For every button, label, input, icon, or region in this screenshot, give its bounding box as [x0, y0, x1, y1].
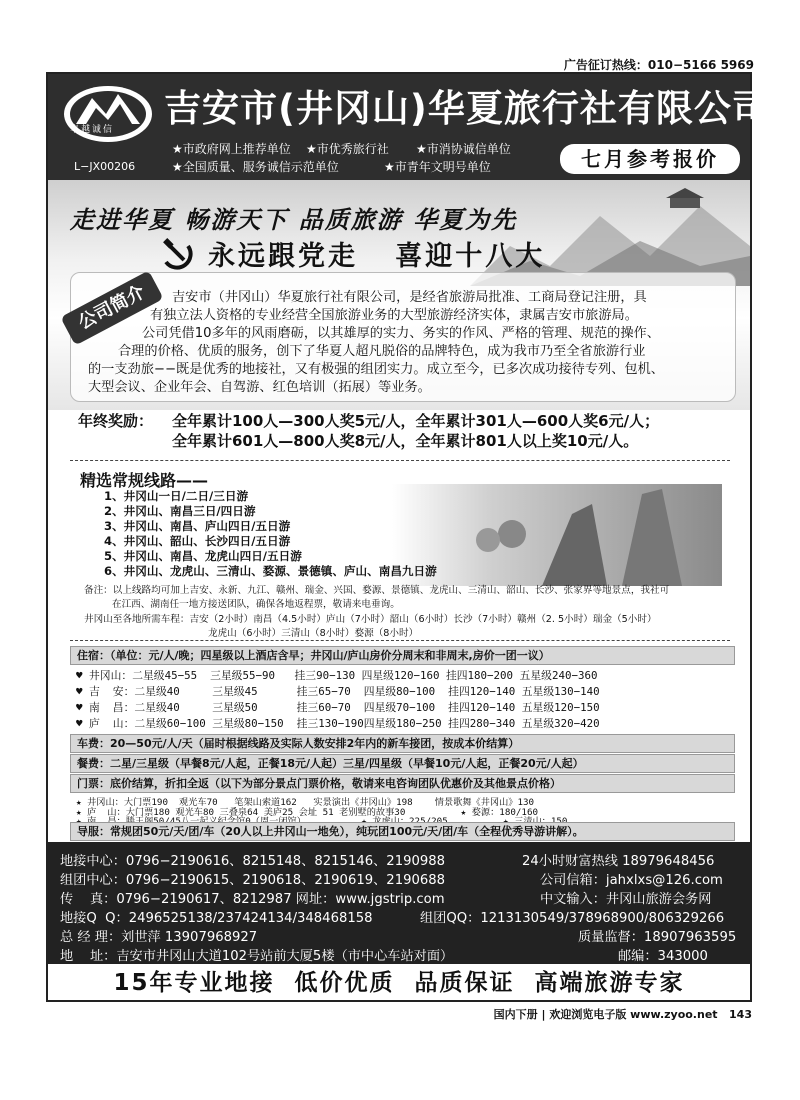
- company-name: 吉安市(井冈山)华夏旅行社有限公司: [164, 87, 770, 130]
- route-item: 5、井冈山、南昌、龙虎山四日/五日游: [104, 549, 302, 563]
- intro-line: 大型会议、企业年会、自驾游、红色培训（拓展）等业务。: [88, 380, 431, 395]
- contact-line: 质量监督：18907963595: [578, 930, 737, 945]
- car-fee: 车费：20—50元/人/天（届时根据线路及实际人数安排2年内的新车接团，按成本价结算）: [70, 734, 735, 753]
- monument-illustration: [392, 484, 722, 586]
- routes-title: 精选常规线路——: [80, 471, 209, 490]
- license-code: L−JX00206: [74, 160, 136, 173]
- lodging-row: ♥ 井冈山：二星级45−55 三星级55−90 挂三90−130 四星级120−160 挂四180−200 五星级240−360: [76, 669, 598, 682]
- contact-line: 传 真：0796−2190617、8212987 网址：www.jgstrip.com: [60, 892, 445, 907]
- intro-line: 吉安市（井冈山）华夏旅行社有限公司，是经省旅游局批准、工商局登记注册，具: [172, 290, 647, 305]
- route-note: 在江西、湖南任一地方接送团队，确保各地返程票，敬请来电垂询。: [112, 599, 400, 610]
- lodging-title: 住宿：（单位：元/人/晚；四星级以上酒店含早；井冈山/庐山房价分周末和非周末,房价一团一议）: [70, 646, 735, 665]
- route-note: 备注：以上线路均可加上吉安、永新、九江、赣州、瑞金、兴国、婺源、景德镇、龙虎山、三清山、韶山、长沙、张家界等地景点，我社可: [84, 585, 670, 596]
- contact-line: 公司信箱：jahxlxs@126.com: [540, 873, 723, 888]
- intro-line: 有独立法人资格的专业经营全国旅游业务的大型旅游经济实体，隶属吉安市旅游局。: [150, 308, 638, 323]
- footer-top-edge: [48, 842, 750, 843]
- meal-fee: 餐费：二星/三星级（早餐8元/人起，正餐18元/人起）三星/四星级（早餐10元/人起，正餐20元/人起）: [70, 754, 735, 773]
- contact-line: 地接Q Q：2496525138/237424134/348468158: [60, 911, 373, 926]
- logo-motto: 卓越诚信: [70, 125, 115, 135]
- reward-line: 全年累计100人—300人奖5元/人，全年累计301人—600人奖6元/人；: [172, 412, 660, 430]
- honor-item: ★市优秀旅行社: [306, 142, 389, 156]
- company-logo: [62, 84, 154, 146]
- contact-line: 24小时财富热线 18979648456: [522, 854, 715, 869]
- intro-line: 的一支劲旅−−既是优秀的地接社，又有极强的组团实力。成立至今，已多次成功接待专列、包机、: [88, 362, 664, 377]
- contact-line: 组团QQ：1213130549/378968900/806329266: [420, 911, 725, 926]
- drive-time: 龙虎山（6小时）三清山（8小时）婺源（8小时）: [208, 628, 419, 639]
- ad-hotline: 广告征订热线：010−5166 5969: [563, 58, 754, 72]
- route-item: 4、井冈山、韶山、长沙四日/五日游: [104, 534, 291, 548]
- contact-line: 中文输入：井冈山旅游会务网: [540, 892, 712, 907]
- reward-label: 年终奖励：: [78, 412, 154, 430]
- page-footer: 国内下册 | 欢迎浏览电子版 www.zyoo.net 143: [493, 1008, 752, 1021]
- ticket-fee: 门票：底价结算，折扣全返（以下为部分景点门票价格，敬请来电咨询团队优惠价及其他景点价格）: [70, 774, 735, 793]
- drive-time: 井冈山至各地所需车程：吉安（2小时）南昌（4.5小时）庐山（7小时）韶山（6小时）长沙（7小时）赣州（2. 5小时）瑞金（5小时）: [84, 614, 657, 625]
- contact-line: 地接中心：0796−2190616、8215148、8215146、2190988: [60, 854, 446, 869]
- honor-item: ★市政府网上推荐单位: [172, 142, 291, 156]
- intro-line: 公司凭借10多年的风雨磨砺，以其雄厚的实力、务实的作风、严格的管理、规范的操作、: [142, 326, 660, 341]
- contact-line: 组团中心：0796−2190615、2190618、2190619、2190688: [60, 873, 446, 888]
- hammer-sickle-icon: [160, 236, 194, 270]
- slogan-party: 永远跟党走 喜迎十八大: [208, 241, 546, 272]
- intro-tag: 公司简介: [60, 270, 163, 345]
- ticket-row: ★ 井冈山：大门票190 观光车70 笔架山索道162 实景演出《井冈山》198 情景歌舞《井冈山》130: [76, 797, 535, 808]
- honor-item: ★市消协诚信单位: [416, 142, 511, 156]
- slogan-travel: 走进华夏 畅游天下 品质旅游 华夏为先: [70, 206, 518, 234]
- guide-fee: 导服：常规团50元/天/团/车（20人以上井冈山一地免），纯玩团100元/天/团/车（全程优秀导游讲解）。: [70, 822, 735, 841]
- divider: [70, 460, 730, 461]
- contact-line: 地 址：吉安市井冈山大道102号站前大厦5楼（市中心车站对面）: [60, 949, 454, 964]
- bottom-slogan: 15年专业地接 低价优质 品质保证 高端旅游专家: [113, 970, 685, 996]
- lodging-row: ♥ 庐 山：二星级60−100 三星级80−150 挂三130−190四星级180−250 挂四280−340 五星级320−420: [76, 717, 600, 730]
- contact-line: 总 经 理：刘世萍 13907968927: [60, 930, 258, 945]
- intro-line: 合理的价格、优质的服务，创下了华夏人超凡脱俗的品牌特色，成为我市乃至全省旅游行业: [118, 344, 646, 359]
- route-item: 2、井冈山、南昌三日/四日游: [104, 504, 256, 518]
- honor-item: ★全国质量、服务诚信示范单位: [172, 160, 339, 174]
- contact-line: 邮编：343000: [618, 949, 708, 964]
- lodging-row: ♥ 南 昌：二星级40 三星级50 挂三60−70 四星级70−100 挂四120−140 五星级120−150: [76, 701, 600, 714]
- ticket-row: ★ 庐 山：大门票180 观光车80 三叠泉64 美庐25 会址 51 老别墅的故事30 ★ 婺源：180/160: [76, 806, 539, 818]
- route-item: 1、井冈山一日/二日/三日游: [104, 489, 249, 503]
- lodging-row: ♥ 吉 安：二星级40 三星级45 挂三65−70 四星级80−100 挂四120−140 五星级130−140: [76, 685, 600, 698]
- honor-item: ★市青年文明号单位: [384, 160, 491, 174]
- route-item: 3、井冈山、南昌、庐山四日/五日游: [104, 519, 291, 533]
- july-quote-badge: 七月参考报价: [560, 144, 740, 174]
- route-item: 6、井冈山、龙虎山、三清山、婺源、景德镇、庐山、南昌九日游: [104, 564, 437, 578]
- reward-line: 全年累计601人—800人奖8元/人，全年累计801人以上奖10元/人。: [172, 432, 639, 450]
- divider: [70, 640, 730, 641]
